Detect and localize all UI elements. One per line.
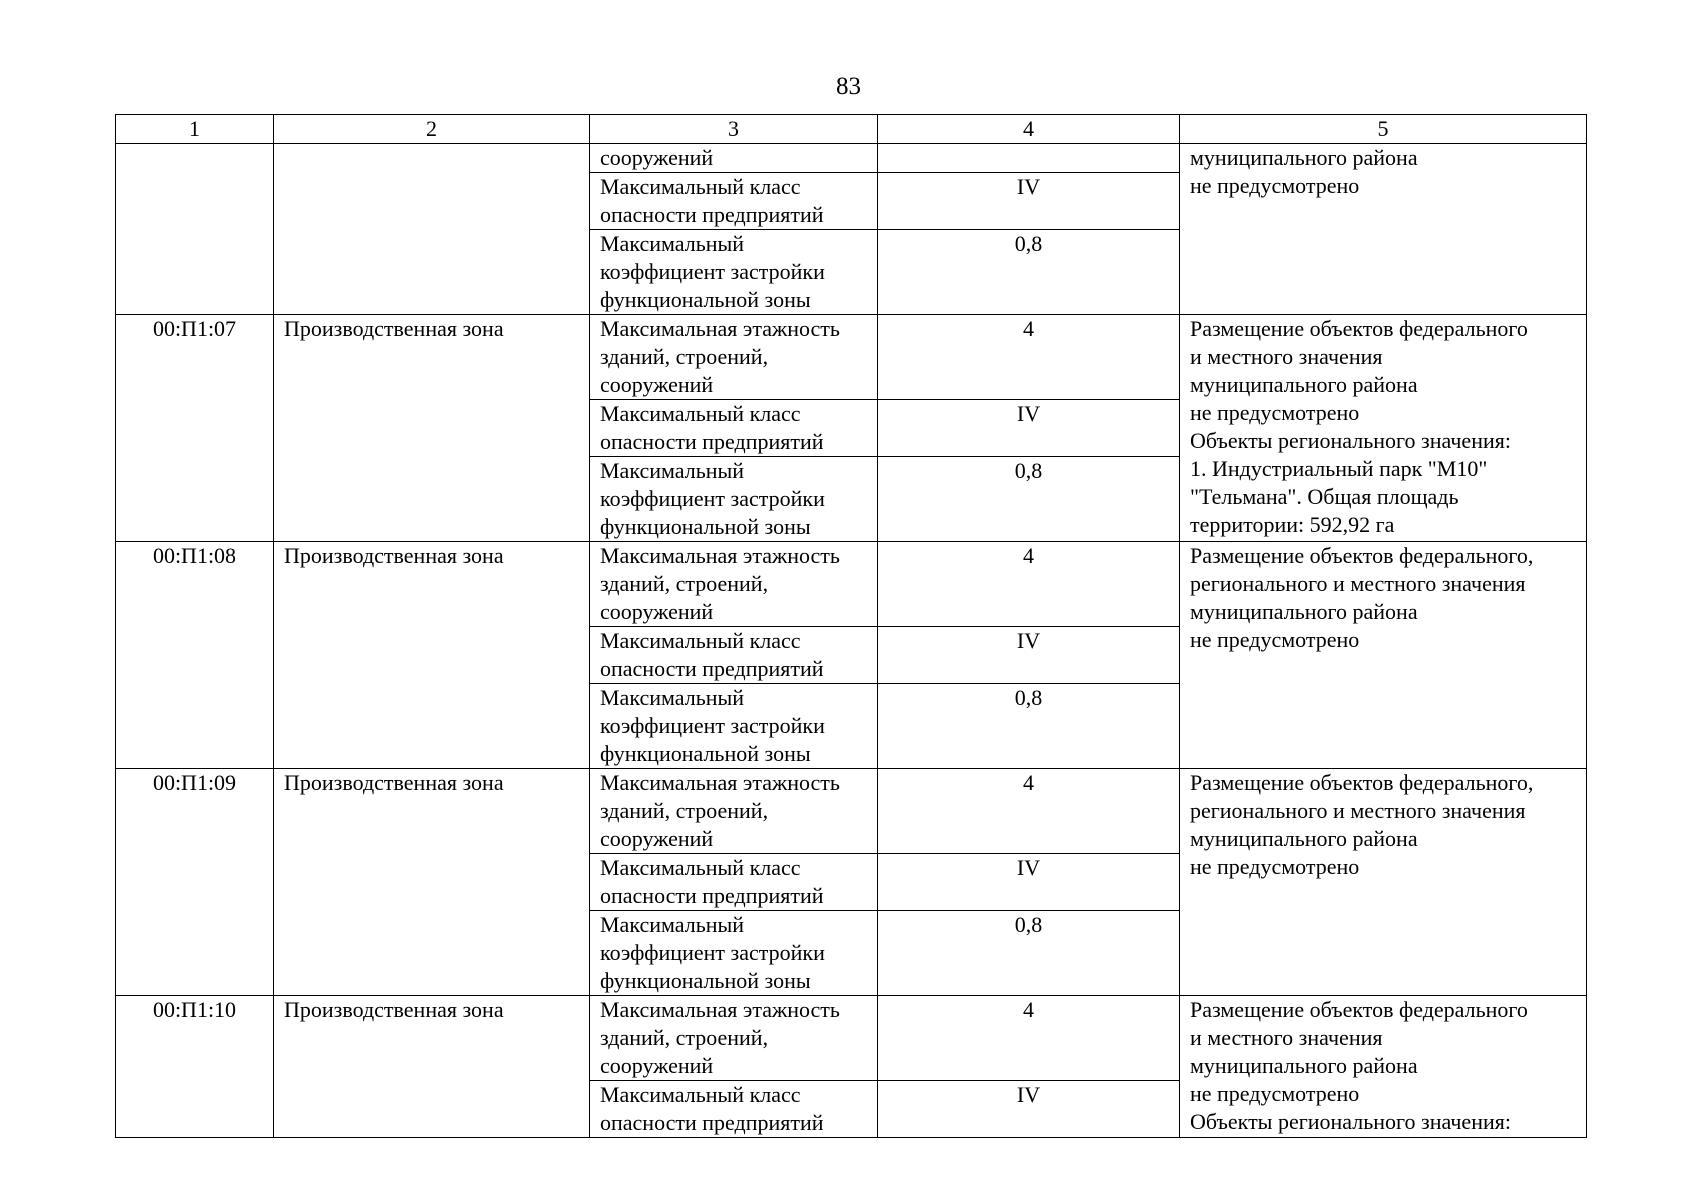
parameter-value-cell: 0,8 <box>878 457 1180 542</box>
note-text: муниципального района <box>1190 145 1418 170</box>
note-cell <box>1180 996 1587 1138</box>
parameter-text: Максимальный <box>600 685 745 710</box>
parameter-text: Максимальная этажность <box>600 543 840 568</box>
note-cell <box>1180 542 1587 769</box>
note-text: Размещение объектов федерального, <box>1190 543 1534 568</box>
zone-code-cell: 00:П1:07 <box>116 315 274 542</box>
parameter-value-cell <box>878 144 1180 173</box>
note-cell <box>1180 769 1587 996</box>
parameter-value-cell: IV <box>878 173 1180 230</box>
zones-table <box>115 114 1587 1138</box>
note-cell <box>1180 144 1587 315</box>
parameter-cell <box>590 684 878 769</box>
note-cell <box>1180 315 1587 542</box>
table-row <box>116 315 1587 400</box>
parameter-text: Максимальный <box>600 458 745 483</box>
zone-code-cell: 00:П1:09 <box>116 769 274 996</box>
parameter-text: Максимальный класс <box>600 174 801 199</box>
zone-name-cell: Производственная зона <box>274 769 590 996</box>
note-text: не предусмотрено <box>1190 854 1360 879</box>
note-text: регионального и местного значения <box>1190 798 1526 823</box>
column-header: 5 <box>1180 115 1587 144</box>
parameter-text: Максимальный <box>600 231 745 256</box>
zone-name-cell: Производственная зона <box>274 996 590 1138</box>
parameter-text: зданий, строений, <box>600 344 769 369</box>
parameter-cell <box>590 854 878 911</box>
parameter-cell <box>590 315 878 400</box>
note-text: не предусмотрено <box>1190 627 1360 652</box>
zone-code-cell <box>116 144 274 315</box>
parameter-cell <box>590 627 878 684</box>
parameter-text: опасности предприятий <box>600 429 824 454</box>
parameter-text: зданий, строений, <box>600 571 769 596</box>
parameter-text: коэффициент застройки <box>600 713 825 738</box>
parameter-text: функциональной зоны <box>600 968 811 993</box>
parameter-text: сооружений <box>600 1053 714 1078</box>
parameter-text: функциональной зоны <box>600 741 811 766</box>
parameter-value-cell: 0,8 <box>878 911 1180 996</box>
parameter-cell <box>590 144 878 173</box>
parameter-text: Максимальный класс <box>600 855 801 880</box>
parameter-cell <box>590 542 878 627</box>
column-header: 1 <box>116 115 274 144</box>
parameter-text: сооружений <box>600 145 714 170</box>
parameter-text: сооружений <box>600 372 714 397</box>
parameter-text: сооружений <box>600 826 714 851</box>
parameter-text: Максимальный класс <box>600 1082 801 1107</box>
zone-name-cell: Производственная зона <box>274 315 590 542</box>
parameter-value-cell: 4 <box>878 542 1180 627</box>
table-row <box>116 542 1587 627</box>
note-text: не предусмотрено <box>1190 173 1360 198</box>
note-text: и местного значения <box>1190 344 1383 369</box>
parameter-text: Максимальная этажность <box>600 997 840 1022</box>
parameter-text: Максимальный класс <box>600 628 801 653</box>
parameter-value-cell: 0,8 <box>878 684 1180 769</box>
note-text: "Тельмана". Общая площадь <box>1190 484 1459 509</box>
parameter-text: Максимальная этажность <box>600 770 840 795</box>
note-text: не предусмотрено <box>1190 1081 1360 1106</box>
parameter-value-cell: IV <box>878 400 1180 457</box>
parameter-value-cell: 0,8 <box>878 230 1180 315</box>
parameter-text: коэффициент застройки <box>600 259 825 284</box>
parameter-value-cell: IV <box>878 1081 1180 1138</box>
parameter-value-cell: IV <box>878 627 1180 684</box>
column-header: 4 <box>878 115 1180 144</box>
parameter-cell <box>590 230 878 315</box>
table-body <box>116 115 1587 1138</box>
parameter-text: коэффициент застройки <box>600 940 825 965</box>
parameter-text: зданий, строений, <box>600 798 769 823</box>
zone-name-cell: Производственная зона <box>274 542 590 769</box>
note-text: 1. Индустриальный парк "М10" <box>1190 456 1488 481</box>
parameter-value-cell: 4 <box>878 996 1180 1081</box>
zone-code-cell: 00:П1:08 <box>116 542 274 769</box>
parameter-cell <box>590 400 878 457</box>
note-text: муниципального района <box>1190 826 1418 851</box>
parameter-text: функциональной зоны <box>600 514 811 539</box>
parameter-cell <box>590 769 878 854</box>
column-header: 3 <box>590 115 878 144</box>
parameter-text: Максимальный <box>600 912 745 937</box>
note-text: Размещение объектов федерального, <box>1190 770 1534 795</box>
zone-name-cell <box>274 144 590 315</box>
note-text: регионального и местного значения <box>1190 571 1526 596</box>
table-header-row <box>116 115 1587 144</box>
parameter-value-cell: IV <box>878 854 1180 911</box>
note-text: Объекты регионального значения: <box>1190 1109 1511 1134</box>
parameter-text: опасности предприятий <box>600 202 824 227</box>
note-text: муниципального района <box>1190 599 1418 624</box>
note-text: территории: 592,92 га <box>1190 512 1395 537</box>
note-text: Объекты регионального значения: <box>1190 428 1511 453</box>
parameter-cell <box>590 457 878 542</box>
note-text: Размещение объектов федерального <box>1190 316 1528 341</box>
parameter-cell <box>590 1081 878 1138</box>
parameter-text: зданий, строений, <box>600 1025 769 1050</box>
note-text: не предусмотрено <box>1190 400 1360 425</box>
parameter-text: сооружений <box>600 599 714 624</box>
parameter-text: опасности предприятий <box>600 656 824 681</box>
table-row <box>116 996 1587 1081</box>
note-text: муниципального района <box>1190 1053 1418 1078</box>
parameter-cell <box>590 911 878 996</box>
parameter-cell <box>590 173 878 230</box>
table-row <box>116 769 1587 854</box>
parameter-text: Максимальная этажность <box>600 316 840 341</box>
parameter-text: опасности предприятий <box>600 1110 824 1135</box>
column-header: 2 <box>274 115 590 144</box>
page-number: 83 <box>836 73 861 100</box>
parameter-text: опасности предприятий <box>600 883 824 908</box>
note-text: Размещение объектов федерального <box>1190 997 1528 1022</box>
parameter-value-cell: 4 <box>878 769 1180 854</box>
parameter-text: коэффициент застройки <box>600 486 825 511</box>
note-text: и местного значения <box>1190 1025 1383 1050</box>
note-text: муниципального района <box>1190 372 1418 397</box>
parameter-text: функциональной зоны <box>600 287 811 312</box>
parameter-value-cell: 4 <box>878 315 1180 400</box>
parameter-text: Максимальный класс <box>600 401 801 426</box>
table-row <box>116 144 1587 173</box>
zone-code-cell: 00:П1:10 <box>116 996 274 1138</box>
parameter-cell <box>590 996 878 1081</box>
